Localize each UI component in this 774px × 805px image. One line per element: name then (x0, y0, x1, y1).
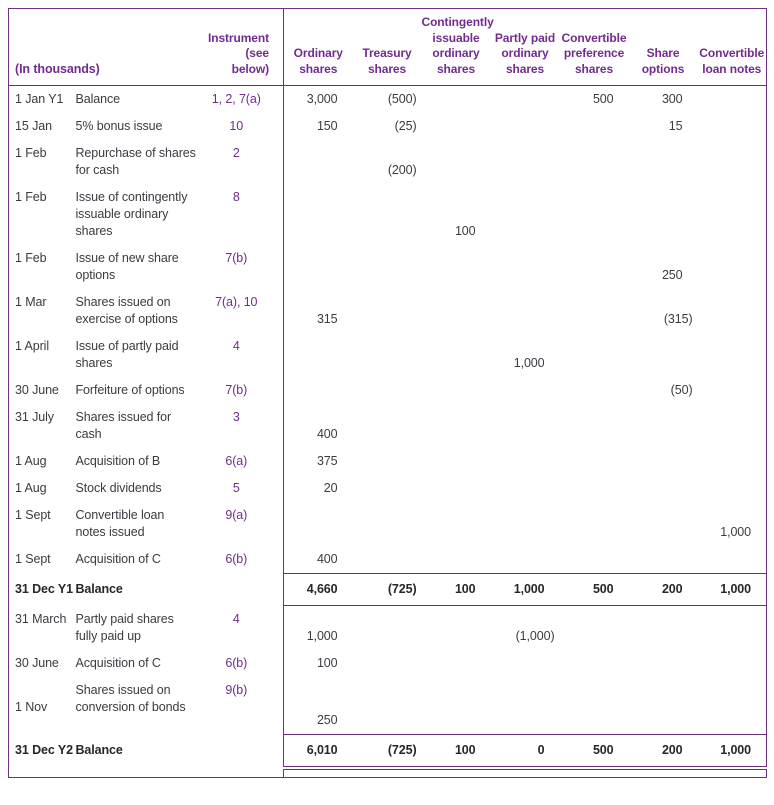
value-cell (560, 677, 629, 735)
value-cell (698, 245, 767, 289)
value-cell (560, 184, 629, 245)
value-cell (560, 245, 629, 289)
table-row (9, 86, 767, 114)
instrument-cell: 9(b) (225, 682, 248, 697)
date-cell: 1 Sept (15, 508, 51, 522)
spacer-cell (698, 768, 767, 778)
value-cell (422, 546, 491, 574)
value-cell: 250 (284, 677, 353, 735)
value-cell (284, 140, 353, 184)
value-cell: 1,000 (513, 356, 545, 370)
description-cell: Balance (75, 581, 123, 596)
value-cell (422, 606, 491, 650)
value-cell (491, 113, 560, 140)
value-cell (629, 502, 698, 546)
value-cell (353, 650, 422, 677)
date-cell: 1 Aug (15, 481, 47, 495)
instrument-cell: 4 (232, 339, 240, 353)
value-cell: 1,000 (698, 574, 767, 606)
value-cell (491, 677, 560, 735)
instrument-cell: 7(a), 10 (215, 295, 258, 309)
instrument-cell: 9(a) (225, 508, 248, 522)
value-cell (560, 448, 629, 475)
value-cell (353, 333, 422, 377)
description-cell: Balance (75, 742, 123, 757)
date-cell: 30 June (15, 383, 59, 397)
value-cell (560, 650, 629, 677)
value-cell (560, 289, 629, 333)
instrument-cell: 6(b) (225, 655, 248, 670)
value-cell: (200) (387, 163, 417, 177)
value-cell: 3,000 (284, 86, 353, 114)
date-cell: 1 Feb (15, 251, 47, 265)
date-cell: 31 Dec Y1 (15, 581, 73, 596)
units-label: (In thousands) (9, 9, 200, 86)
spacer-cell (284, 768, 353, 778)
value-cell (422, 502, 491, 546)
value-cell (560, 475, 629, 502)
description-cell: 5% bonus issue (75, 119, 163, 133)
value-cell (491, 377, 560, 404)
value-cell: 300 (661, 92, 683, 106)
table-row (9, 377, 767, 404)
value-cell (629, 333, 698, 377)
instrument-cell: 1, 2, 7(a) (211, 92, 261, 106)
date-cell: 30 June (15, 655, 59, 670)
value-cell (560, 606, 629, 650)
instrument-cell (200, 574, 284, 606)
value-cell: 500 (592, 92, 614, 106)
value-cell: 4,660 (284, 574, 353, 606)
value-cell: (500) (387, 92, 417, 106)
date-cell: 31 July (15, 410, 54, 424)
value-cell (353, 677, 422, 735)
value-cell: 15 (668, 119, 683, 133)
description-cell: Balance (75, 92, 120, 106)
value-cell (422, 377, 491, 404)
value-cell (422, 86, 491, 114)
value-cell (284, 184, 353, 245)
value-cell (698, 377, 767, 404)
value-cell (491, 184, 560, 245)
value-cell (422, 245, 491, 289)
value-cell: 315 (284, 289, 353, 333)
value-cell (422, 475, 491, 502)
value-cell (629, 677, 698, 735)
value-cell: (1,000) (515, 628, 555, 643)
date-cell: 1 Aug (15, 454, 47, 468)
value-cell: 6,010 (284, 735, 353, 769)
value-cell (422, 289, 491, 333)
value-cell (422, 677, 491, 735)
value-cell (491, 475, 560, 502)
value-cell (698, 606, 767, 650)
table-row (9, 113, 767, 140)
spacer-row (9, 768, 767, 778)
date-cell: 31 Dec Y2 (15, 742, 73, 757)
value-cell (698, 404, 767, 448)
table-body (9, 86, 767, 778)
description-cell: Convertible loan notes issued (75, 508, 165, 539)
date-cell: 1 Sept (15, 552, 51, 566)
date-cell: 1 Feb (15, 146, 47, 160)
value-cell (284, 502, 353, 546)
column-header: Partly paid ordinary shares (491, 9, 560, 86)
value-cell: 100 (284, 650, 353, 677)
table-row (9, 448, 767, 475)
value-cell: 150 (284, 113, 353, 140)
value-cell: 500 (560, 574, 629, 606)
value-cell (491, 86, 560, 114)
column-header: Convertible preference shares (560, 9, 629, 86)
value-cell: 1,000 (491, 574, 560, 606)
date-cell: 1 Feb (15, 190, 47, 204)
value-cell (491, 404, 560, 448)
instrument-cell: 6(b) (225, 552, 248, 566)
value-cell (629, 650, 698, 677)
table-row (9, 404, 767, 448)
value-cell: 200 (629, 735, 698, 769)
date-cell: 1 Nov (15, 699, 48, 714)
value-cell (491, 502, 560, 546)
value-cell (629, 475, 698, 502)
description-cell: Acquisition of B (75, 454, 161, 468)
value-cell (491, 650, 560, 677)
header-row (9, 9, 767, 86)
value-cell (629, 404, 698, 448)
value-cell: 375 (284, 448, 353, 475)
value-cell: 100 (454, 224, 476, 238)
value-cell (698, 86, 767, 114)
value-cell (353, 184, 422, 245)
description-cell: Shares issued for cash (75, 410, 172, 441)
value-cell (698, 140, 767, 184)
table-row (9, 574, 767, 606)
value-cell (353, 606, 422, 650)
value-cell (698, 184, 767, 245)
value-cell (353, 546, 422, 574)
instrument-cell: 7(b) (225, 383, 248, 397)
value-cell (698, 677, 767, 735)
value-cell: 250 (661, 268, 683, 282)
value-cell (629, 606, 698, 650)
value-cell (698, 650, 767, 677)
value-cell (353, 245, 422, 289)
spacer-cell (200, 768, 284, 778)
value-cell (353, 448, 422, 475)
table-row (9, 677, 767, 735)
column-header: Share options (629, 9, 698, 86)
table-row (9, 289, 767, 333)
value-cell (560, 404, 629, 448)
share-movements-table (8, 8, 767, 778)
value-cell (560, 502, 629, 546)
value-cell (491, 245, 560, 289)
value-cell (422, 650, 491, 677)
spacer-cell (560, 768, 629, 778)
value-cell (284, 333, 353, 377)
date-cell: 31 March (15, 611, 67, 626)
value-cell: 200 (629, 574, 698, 606)
column-header: Contingently issuable ordinary shares (422, 9, 491, 86)
value-cell: 100 (422, 574, 491, 606)
value-cell (698, 475, 767, 502)
value-cell (698, 113, 767, 140)
description-cell: Issue of contingently issuable ordinary shares (75, 190, 188, 238)
value-cell (629, 546, 698, 574)
value-cell: 0 (491, 735, 560, 769)
value-cell (422, 404, 491, 448)
instrument-cell: 6(a) (225, 454, 248, 468)
value-cell (491, 546, 560, 574)
value-cell (491, 448, 560, 475)
value-cell: 20 (284, 475, 353, 502)
value-cell (560, 546, 629, 574)
table-row (9, 475, 767, 502)
description-cell: Forfeiture of options (75, 383, 185, 397)
table-row (9, 184, 767, 245)
value-cell (353, 404, 422, 448)
value-cell: 500 (560, 735, 629, 769)
value-cell: 100 (422, 735, 491, 769)
spacer-cell (76, 768, 200, 778)
value-cell (698, 333, 767, 377)
value-cell (422, 113, 491, 140)
description-cell: Acquisition of C (75, 552, 161, 566)
instrument-cell: 7(b) (225, 251, 248, 265)
date-cell: 1 April (15, 339, 50, 353)
spacer-cell (491, 768, 560, 778)
instrument-cell: 4 (232, 611, 240, 626)
instrument-cell: 10 (229, 119, 244, 133)
table-row (9, 502, 767, 546)
column-header: Convertible loan notes (698, 9, 767, 86)
value-cell: (725) (353, 574, 422, 606)
value-cell: 400 (284, 404, 353, 448)
description-cell: Shares issued on conversion of bonds (75, 682, 186, 714)
value-cell: (50) (670, 383, 693, 397)
table-row (9, 650, 767, 677)
value-cell: 1,000 (284, 606, 353, 650)
value-cell (422, 333, 491, 377)
value-cell (353, 377, 422, 404)
value-cell (698, 546, 767, 574)
instrument-cell: 2 (232, 146, 240, 160)
spacer-cell (9, 768, 76, 778)
value-cell (560, 333, 629, 377)
column-header: Treasury shares (353, 9, 422, 86)
value-cell: 400 (284, 546, 353, 574)
value-cell (284, 245, 353, 289)
value-cell (629, 184, 698, 245)
table-row (9, 546, 767, 574)
table-row (9, 333, 767, 377)
value-cell: (725) (353, 735, 422, 769)
date-cell: 15 Jan (15, 119, 52, 133)
instrument-cell (200, 735, 284, 769)
spacer-cell (422, 768, 491, 778)
description-cell: Issue of new share options (75, 251, 179, 282)
description-cell: Repurchase of shares for cash (75, 146, 196, 177)
instrument-cell: 5 (232, 481, 240, 495)
date-cell: 1 Jan Y1 (15, 92, 64, 106)
value-cell: 1,000 (698, 735, 767, 769)
instrument-cell: 3 (232, 410, 240, 424)
value-cell (422, 140, 491, 184)
description-cell: Issue of partly paid shares (75, 339, 179, 370)
value-cell (698, 448, 767, 475)
table-row (9, 140, 767, 184)
description-cell: Shares issued on exercise of options (75, 295, 178, 326)
table-row (9, 606, 767, 650)
spacer-cell (353, 768, 422, 778)
date-cell: 1 Mar (15, 295, 47, 309)
instrument-column-header: Instrument (see below) (200, 9, 284, 86)
value-cell: 1,000 (720, 525, 752, 539)
table-row (9, 735, 767, 769)
description-cell: Stock dividends (75, 481, 162, 495)
value-cell (353, 475, 422, 502)
description-cell: Acquisition of C (75, 655, 161, 670)
value-cell (422, 448, 491, 475)
value-cell (560, 377, 629, 404)
value-cell (491, 289, 560, 333)
column-header: Ordinary shares (284, 9, 353, 86)
table-row (9, 245, 767, 289)
value-cell (698, 289, 767, 333)
value-cell (560, 140, 629, 184)
value-cell: (25) (394, 119, 417, 133)
value-cell (629, 140, 698, 184)
value-cell (353, 502, 422, 546)
value-cell (629, 448, 698, 475)
value-cell (560, 113, 629, 140)
value-cell (284, 377, 353, 404)
instrument-cell: 8 (232, 190, 240, 204)
spacer-cell (629, 768, 698, 778)
value-cell: (315) (663, 312, 693, 326)
value-cell (353, 289, 422, 333)
description-cell: Partly paid shares fully paid up (75, 611, 174, 643)
value-cell (491, 140, 560, 184)
